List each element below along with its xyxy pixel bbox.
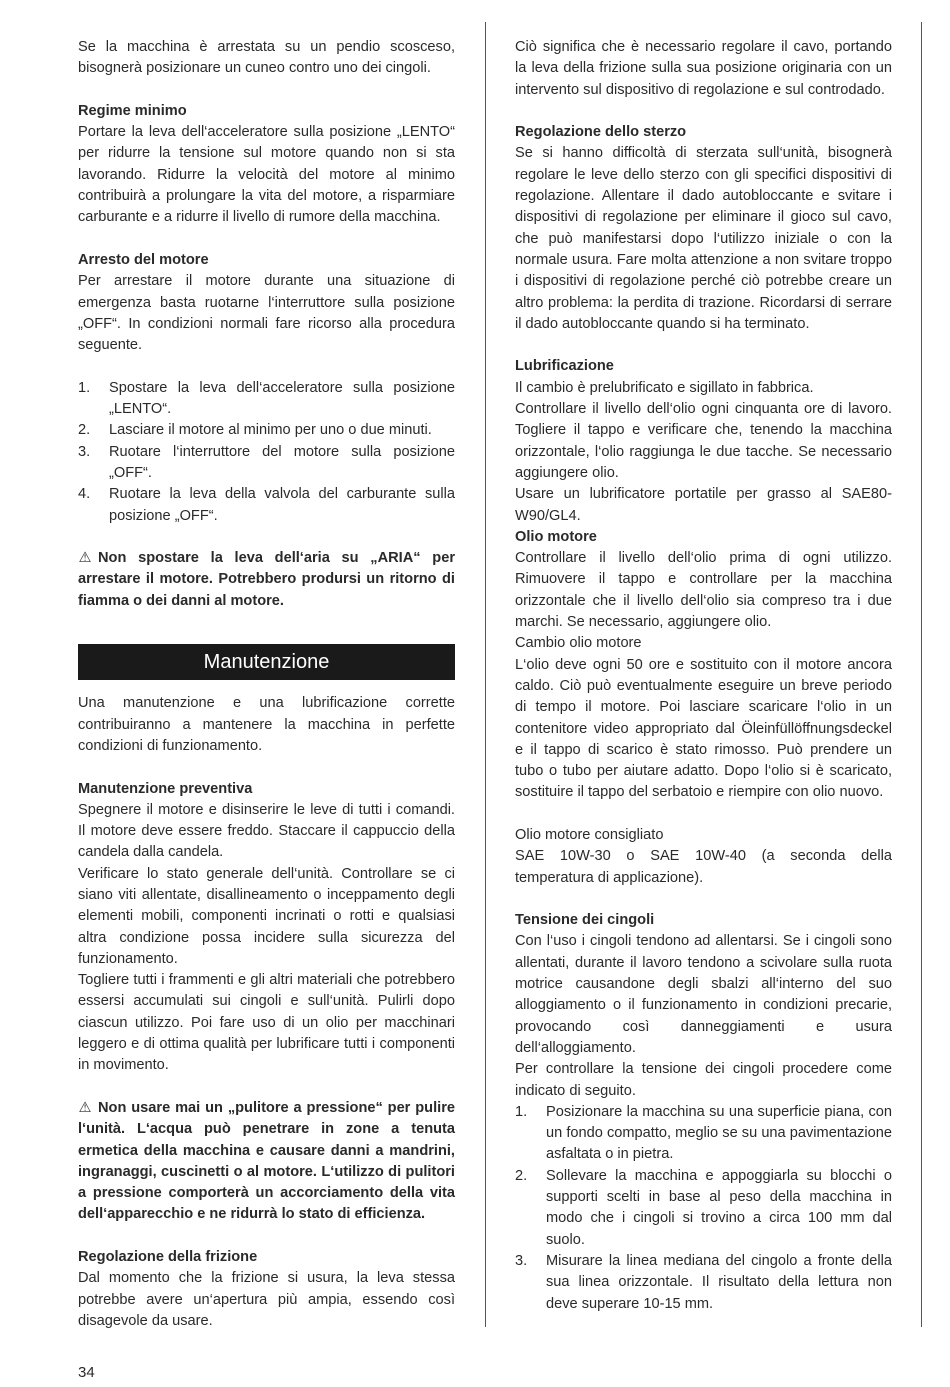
- left-column: [78, 37, 455, 1332]
- clutch-heading: Regolazione della frizione: [78, 1249, 258, 1266]
- list-item: 2. Lasciare il motore al minimo per uno o due minuti.: [78, 422, 432, 439]
- preventive-heading: Manutenzione preventiva: [78, 780, 253, 797]
- recommended-oil-paragraph: SAE 10W-30 o SAE 10W-40 (a seconda della temperatura di applicazione).: [515, 848, 892, 886]
- warning-choke: ⚠ Non spostare la leva dell‘aria su „ARIA“ per arrestare il motore. Potrebbero prodursi un ritorno di fiamma o dei danni al motore.: [78, 550, 455, 609]
- left-column-rule: [485, 22, 486, 1327]
- section-title: Manutenzione: [203, 650, 330, 673]
- track-tension-paragraph-1: Con l‘uso i cingoli tendono ad allentarsi. Se i cingoli sono allentati, durante il lavoro tendono a scivolare sulla ruota motrice causandone degli sbalzi all‘interno del suo alloggiamento o il funzionamento in condizioni precarie, provocando così danneggiamenti e usura dell‘alloggiamento.: [515, 933, 892, 1056]
- oil-change-label: Cambio olio motore: [515, 635, 642, 652]
- list-item: 3. Misurare la linea mediana del cingolo a fronte della sua linea orizzontale. Il risultato della lettura non deve superare 10-15 mm.: [515, 1252, 892, 1312]
- track-steps-list: [515, 1102, 892, 1315]
- clutch-paragraph: Dal momento che la frizione si usura, la leva stessa potrebbe avere un‘apertura più ampia, essendo così disagevole da usare.: [78, 1270, 455, 1329]
- preventive-paragraph-1: Spegnere il motore e disinserire le leve di tutti i comandi. Il motore deve essere freddo. Staccare il cappuccio della candela dalla candela.: [78, 801, 455, 861]
- warning-triangle-icon: ⚠: [78, 1099, 92, 1116]
- steering-paragraph: Se si hanno difficoltà di sterzata sull‘unità, bisognerà regolare le leve dello sterzo con gli specifici dispositivi di regolazione. Allentare il dado autobloccante e svitare i dispositivi di regolazione per eliminare il gioco sul cavo, che può manifestarsi dopo l‘utilizzo iniziale o con la normale usura. Fare molta attenzione a non svitare troppo i dispositivi di regolazione perché ciò potrebbe creare un altro problema: la perdita di trazione. Ricordarsi di serrare il dado autobloccante quando si ha terminato.: [515, 145, 892, 332]
- stop-heading: Arresto del motore: [78, 251, 209, 268]
- lubrication-line-3: Usare un lubrificatore portatile per grasso al SAE80-W90/GL4.: [515, 486, 892, 524]
- preventive-paragraph-2: Verificare lo stato generale dell‘unità. Controllare se ci siano viti allentate, disallineamento o inceppamento degli elementi mobili, componenti incrinati o rotti e qualsiasi altra condizione possa incidere sulla sicurezza del funzionamento.: [78, 865, 455, 967]
- oil-change-paragraph: L‘olio deve ogni 50 ore e sostituito con il motore ancora caldo. Ciò può eventualmente eseguire un breve periodo di tempo il motore. Poi lasciare scaricare l‘olio in un contenitore video appropriato dal Öleinfüllöffnungsdeckel e il tappo di scarico è stato rimosso. Può prendere un tubo o tubo per aiutare adatto. Dopo l‘olio si è scaricato, sostituire il tappo del serbatoio e riempire con olio nuovo.: [515, 656, 892, 801]
- section-title-bar: [78, 644, 455, 680]
- list-item: 3. Ruotare l‘interruttore del motore sulla posizione „OFF“.: [78, 443, 455, 481]
- engine-oil-paragraph: Controllare il livello dell‘olio prima di ogni utilizzo. Rimuovere il tappo e controllare per la macchina orizzontale che il livello dell‘olio sia compreso tra i due marchi. Se necessario, aggiungere olio.: [515, 550, 892, 631]
- maintenance-intro: Una manutenzione e una lubrificazione corrette contribuiranno a mantenere la macchina in perfette condizioni di funzionamento.: [78, 695, 455, 754]
- intro-paragraph: Se la macchina è arrestata su un pendio scosceso, bisognerà posizionare un cuneo contro uno dei cingoli.: [78, 39, 455, 77]
- recommended-oil-label: Olio motore consigliato: [515, 826, 664, 843]
- engine-oil-heading: Olio motore: [515, 528, 597, 545]
- list-item: 2. Sollevare la macchina e appoggiarla su blocchi o supporti scelti in base al peso della macchina in modo che i cingoli si trovino a circa 100 mm dal suolo.: [515, 1167, 892, 1248]
- warning-pressure-washer: ⚠ Non usare mai un „pulitore a pressione“ per pulire l‘unità. L‘acqua può penetrare in zone a tenuta ermetica della macchina e causare danni a mandrini, ingranaggi, cuscinetti o al motore. L‘utilizzo di pulitori a pressione comporterà un accorciamento della vita dell‘apparecchio e ne ridurrà lo stato di efficienza.: [78, 1099, 455, 1223]
- clutch-continued-paragraph: Ciò significa che è necessario regolare il cavo, portando la leva della frizione sulla sua posizione originaria con un intervento sul dispositivo di regolazione e sul controdado.: [515, 39, 892, 98]
- lubrication-heading: Lubrificazione: [515, 358, 614, 375]
- list-item: 4. Ruotare la leva della valvola del carburante sulla posizione „OFF“.: [78, 486, 455, 524]
- idle-paragraph: Portare la leva dell‘acceleratore sulla posizione „LENTO“ per ridurre la tensione sul motore quando non si sta lavorando. Ridurre la velocità del motore al minimo contribuirà a prolungare la vita del motore, a risparmiare carburante e a ridurre il livello di rumore della macchina.: [78, 124, 455, 226]
- lubrication-line-2: Controllare il livello dell‘olio ogni cinquanta ore di lavoro. Togliere il tappo e verificare che, tenendo la macchina orizzontale, l‘olio raggiunga le due tacche. Se necessario aggiungere olio.: [515, 401, 892, 481]
- stop-paragraph: Per arrestare il motore durante una situazione di emergenza basta ruotarne l‘interruttore sulla posizione „OFF“. In condizioni normali fare ricorso alla procedura seguente.: [78, 273, 455, 354]
- track-tension-paragraph-2: Per controllare la tensione dei cingoli procedere come indicato di seguito.: [515, 1061, 892, 1099]
- stop-steps-list: [78, 378, 455, 527]
- right-column-rule: [921, 22, 922, 1327]
- warning-triangle-icon: ⚠: [78, 550, 92, 567]
- lubrication-line-1: Il cambio è prelubrificato e sigillato in fabbrica.: [515, 379, 814, 396]
- list-item: 1. Spostare la leva dell‘acceleratore sulla posizione „LENTO“.: [78, 379, 455, 418]
- preventive-paragraph-3: Togliere tutti i frammenti e gli altri materiali che potrebbero essersi accumulati sui cingoli e sull‘unità. Pulirli dopo ciascun utilizzo. Poi fare uso di un olio per macchinari leggero e di ottima qualità per lubrificare tutti i componenti in movimento.: [78, 972, 455, 1074]
- track-tension-heading: Tensione dei cingoli: [515, 912, 655, 929]
- list-item: 1. Posizionare la macchina su una superficie piana, con un fondo compatto, meglio se su una pavimentazione asfaltata o in pietra.: [515, 1103, 892, 1163]
- steering-heading: Regolazione dello sterzo: [515, 124, 687, 141]
- page-number: 34: [78, 1364, 95, 1381]
- idle-heading: Regime minimo: [78, 102, 187, 119]
- right-column: [515, 37, 892, 1315]
